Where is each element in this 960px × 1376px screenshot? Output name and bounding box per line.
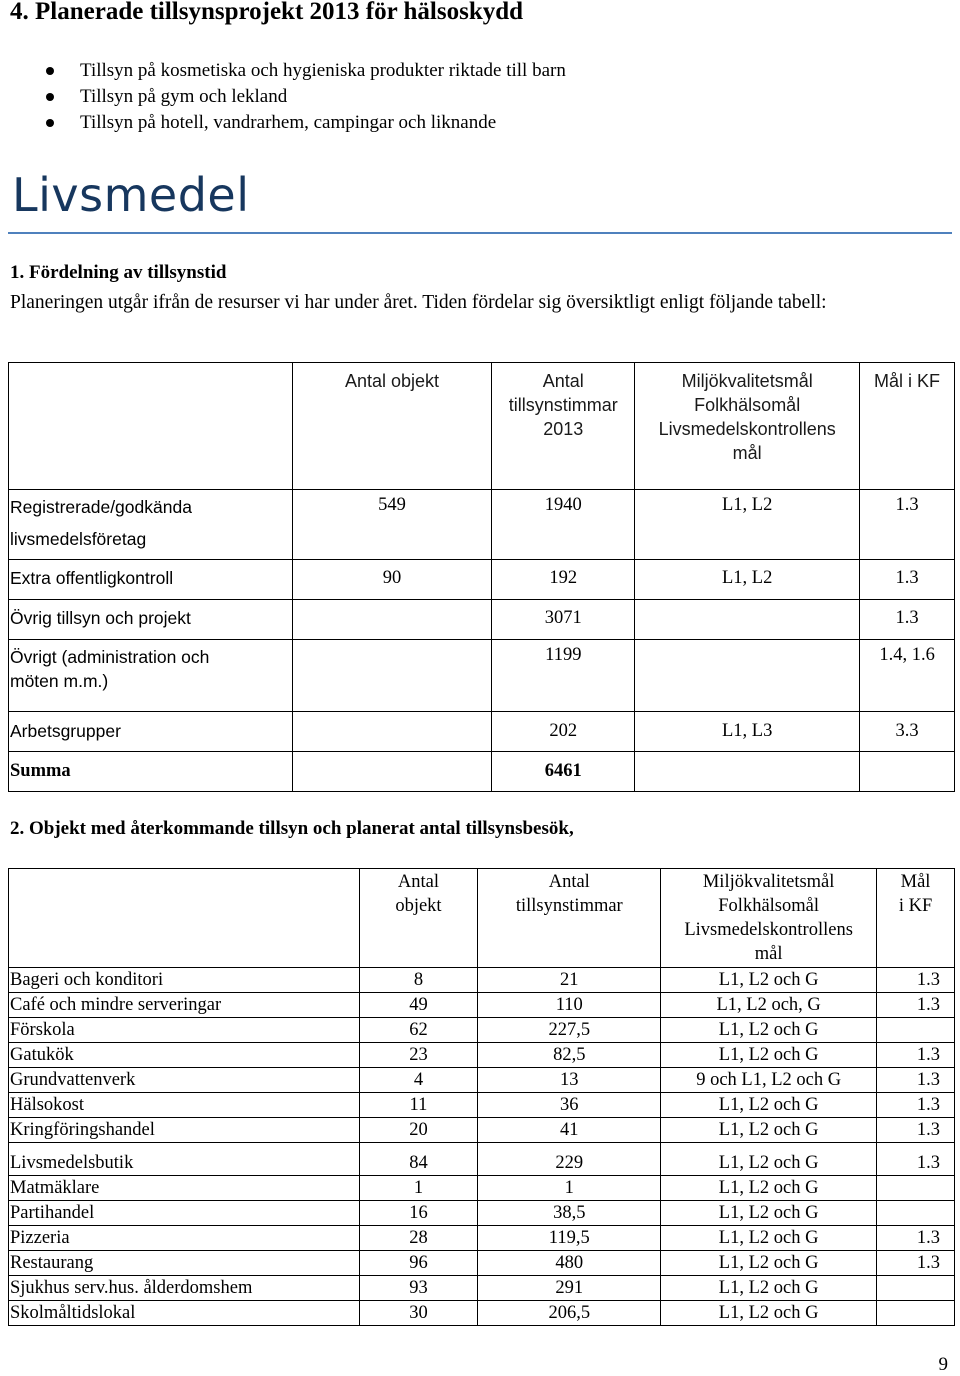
cell-mal: L1, L2 och G (661, 1018, 877, 1043)
row-label: Skolmåltidslokal (9, 1301, 360, 1326)
cell-kf (877, 1201, 955, 1226)
cell-timmar: 206,5 (478, 1301, 661, 1326)
paragraph: Planeringen utgår ifrån de resurser vi har under året. Tiden fördelar sig översiktligt enligt följande tabell: (10, 292, 827, 313)
cell-objekt: 11 (359, 1093, 478, 1118)
cell-objekt (292, 640, 492, 712)
bullet-item: Tillsyn på kosmetiska och hygieniska produkter riktade till barn (80, 58, 566, 84)
cell-objekt (292, 752, 492, 792)
table-row (9, 1068, 955, 1093)
row-label: Hälsokost (9, 1093, 360, 1118)
cell-mal: L1, L2 (635, 560, 860, 600)
cell-timmar: 41 (478, 1118, 661, 1143)
row-label: Livsmedelsbutik (9, 1143, 360, 1176)
row-label: Pizzeria (9, 1226, 360, 1251)
row-label: Extra offentligkontroll (9, 560, 293, 600)
cell-kf (877, 1176, 955, 1201)
cell-objekt: 90 (292, 560, 492, 600)
cell-kf: 1.3 (860, 560, 955, 600)
header-cell-empty (9, 869, 360, 968)
cell-mal: L1, L2 och G (661, 1093, 877, 1118)
cell-objekt: 8 (359, 968, 478, 993)
row-label: Kringföringshandel (9, 1118, 360, 1143)
cell-mal: 9 och L1, L2 och G (661, 1068, 877, 1093)
header-mal: Miljökvalitetsmål Folkhälsomål Livsmedelskontrollens mål (635, 363, 860, 490)
row-label: Café och mindre serveringar (9, 993, 360, 1018)
title-underline (8, 232, 952, 234)
cell-mal (635, 752, 860, 792)
cell-mal: L1, L2 och G (661, 1143, 877, 1176)
cell-kf (877, 1301, 955, 1326)
time-allocation-table (8, 362, 955, 792)
table-row (9, 1276, 955, 1301)
cell-mal: L1, L2 och G (661, 1043, 877, 1068)
table-row (9, 1018, 955, 1043)
cell-kf: 1.4, 1.6 (860, 640, 955, 712)
cell-mal: L1, L2 och G (661, 1118, 877, 1143)
cell-objekt: 4 (359, 1068, 478, 1093)
cell-timmar: 38,5 (478, 1201, 661, 1226)
table-row (9, 560, 955, 600)
cell-timmar: 82,5 (478, 1043, 661, 1068)
cell-mal: L1, L2 (635, 490, 860, 560)
table-row (9, 640, 955, 712)
table-header-row (9, 363, 955, 490)
cell-mal (635, 600, 860, 640)
bullet-item: Tillsyn på hotell, vandrarhem, campingar och liknande (80, 110, 566, 136)
row-label: Registrerade/godkända livsmedelsföretag (9, 490, 293, 560)
row-label: Partihandel (9, 1201, 360, 1226)
table-row-summa (9, 752, 955, 792)
cell-kf: 1.3 (877, 1118, 955, 1143)
cell-timmar: 36 (478, 1093, 661, 1118)
table-row (9, 1143, 955, 1176)
section-heading: 4. Planerade tillsynsprojekt 2013 för hälsoskydd (10, 0, 524, 25)
cell-mal: L1, L2 och G (661, 1176, 877, 1201)
cell-objekt: 84 (359, 1143, 478, 1176)
table-row (9, 490, 955, 560)
cell-objekt: 549 (292, 490, 492, 560)
subheading-1: 1. Fördelning av tillsynstid (10, 262, 227, 283)
row-label: Grundvattenverk (9, 1068, 360, 1093)
cell-objekt: 23 (359, 1043, 478, 1068)
table-row (9, 993, 955, 1018)
cell-kf: 1.3 (877, 1226, 955, 1251)
header-mal-kf: Mål i KF (860, 363, 955, 490)
subheading-2: 2. Objekt med återkommande tillsyn och planerat antal tillsynsbesök, (10, 818, 574, 839)
cell-objekt: 49 (359, 993, 478, 1018)
cell-objekt: 30 (359, 1301, 478, 1326)
cell-kf (877, 1276, 955, 1301)
cell-timmar: 1199 (492, 640, 635, 712)
cell-objekt: 93 (359, 1276, 478, 1301)
table-row (9, 1043, 955, 1068)
cell-timmar: 202 (492, 712, 635, 752)
row-label: Matmäklare (9, 1176, 360, 1201)
row-label: Summa (9, 752, 293, 792)
table-row (9, 1118, 955, 1143)
cell-mal (635, 640, 860, 712)
cell-objekt: 62 (359, 1018, 478, 1043)
bullet-dot-icon (46, 119, 54, 127)
table-header-row (9, 869, 955, 968)
page-title: Livsmedel (12, 168, 250, 222)
row-label: Arbetsgrupper (9, 712, 293, 752)
cell-kf (860, 752, 955, 792)
cell-mal: L1, L2 och, G (661, 993, 877, 1018)
cell-kf: 1.3 (877, 1043, 955, 1068)
cell-kf: 1.3 (860, 600, 955, 640)
header-antal-timmar: Antal tillsynstimmar 2013 (492, 363, 635, 490)
row-label: Förskola (9, 1018, 360, 1043)
table-row (9, 1251, 955, 1276)
cell-objekt: 96 (359, 1251, 478, 1276)
row-label: Övrig tillsyn och projekt (9, 600, 293, 640)
cell-timmar: 119,5 (478, 1226, 661, 1251)
row-label: Restaurang (9, 1251, 360, 1276)
cell-mal: L1, L2 och G (661, 1226, 877, 1251)
cell-timmar: 291 (478, 1276, 661, 1301)
cell-kf: 1.3 (877, 1068, 955, 1093)
cell-kf: 1.3 (860, 490, 955, 560)
table-row (9, 968, 955, 993)
cell-mal: L1, L2 och G (661, 1276, 877, 1301)
cell-mal: L1, L2 och G (661, 1251, 877, 1276)
cell-kf: 1.3 (877, 993, 955, 1018)
header-antal-objekt: Antal objekt (359, 869, 478, 968)
cell-timmar: 21 (478, 968, 661, 993)
cell-objekt (292, 712, 492, 752)
cell-timmar: 229 (478, 1143, 661, 1176)
row-label: Sjukhus serv.hus. ålderdomshem (9, 1276, 360, 1301)
cell-timmar: 13 (478, 1068, 661, 1093)
header-cell-empty (9, 363, 293, 490)
table-row (9, 600, 955, 640)
bullet-item: Tillsyn på gym och lekland (80, 84, 566, 110)
bullet-dot-icon (46, 93, 54, 101)
table-body (9, 968, 955, 1326)
header-mal-kf: Mål i KF (877, 869, 955, 968)
table-row (9, 1201, 955, 1226)
page-number: 9 (938, 1354, 948, 1375)
table-row (9, 1226, 955, 1251)
cell-timmar: 3071 (492, 600, 635, 640)
table-row (9, 1176, 955, 1201)
cell-timmar: 192 (492, 560, 635, 600)
header-mal: Miljökvalitetsmål Folkhälsomål Livsmedelskontrollens mål (661, 869, 877, 968)
cell-mal: L1, L3 (635, 712, 860, 752)
cell-timmar: 227,5 (478, 1018, 661, 1043)
table-row (9, 712, 955, 752)
cell-mal: L1, L2 och G (661, 1201, 877, 1226)
header-antal-objekt: Antal objekt (292, 363, 492, 490)
cell-timmar: 6461 (492, 752, 635, 792)
cell-timmar: 480 (478, 1251, 661, 1276)
row-label: Gatukök (9, 1043, 360, 1068)
cell-kf: 1.3 (877, 1093, 955, 1118)
cell-objekt: 20 (359, 1118, 478, 1143)
table-row (9, 1093, 955, 1118)
cell-kf: 1.3 (877, 968, 955, 993)
cell-objekt: 16 (359, 1201, 478, 1226)
cell-timmar: 110 (478, 993, 661, 1018)
table-row (9, 1301, 955, 1326)
row-label: Övrigt (administration och möten m.m.) (9, 640, 293, 712)
cell-timmar: 1 (478, 1176, 661, 1201)
cell-timmar: 1940 (492, 490, 635, 560)
recurring-objects-table (8, 868, 955, 1326)
cell-objekt: 1 (359, 1176, 478, 1201)
bullet-list (80, 58, 566, 136)
cell-kf (877, 1018, 955, 1043)
header-antal-timmar: Antal tillsynstimmar (478, 869, 661, 968)
cell-kf: 1.3 (877, 1251, 955, 1276)
cell-kf: 1.3 (877, 1143, 955, 1176)
cell-mal: L1, L2 och G (661, 1301, 877, 1326)
cell-objekt (292, 600, 492, 640)
bullet-dot-icon (46, 67, 54, 75)
cell-objekt: 28 (359, 1226, 478, 1251)
cell-kf: 3.3 (860, 712, 955, 752)
row-label: Bageri och konditori (9, 968, 360, 993)
cell-mal: L1, L2 och G (661, 968, 877, 993)
